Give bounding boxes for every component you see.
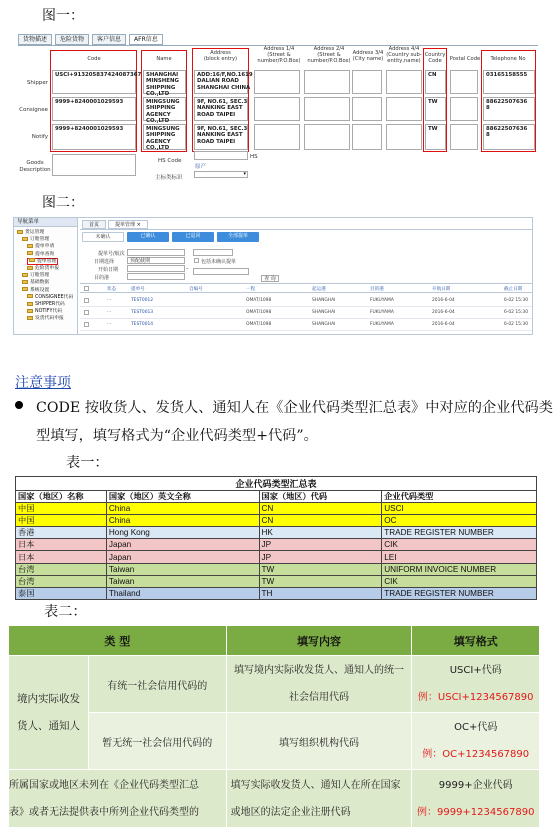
- consignee-phone-field[interactable]: 88622507636 8: [483, 97, 535, 121]
- cell-type: 所属国家或地区未列在《企业代码类型汇总 表》或者无法提供表中所列企业代码类型的: [9, 770, 227, 828]
- cell-country-code: TW: [259, 563, 382, 575]
- origin-label: 原产: [195, 164, 207, 170]
- folder-icon: [22, 237, 28, 241]
- notify-country-field[interactable]: TW: [425, 124, 446, 150]
- cell-first-leg: OMAT/1098: [246, 322, 272, 327]
- cell-pod: FUKUYAMA: [370, 310, 394, 315]
- label-pod: 目的港: [94, 275, 110, 281]
- folder-icon: [22, 287, 28, 291]
- shipper-address3-field[interactable]: [352, 70, 382, 94]
- cell-country-code: JP: [259, 539, 382, 551]
- cell-format: [412, 656, 540, 713]
- start-date-input[interactable]: [127, 265, 185, 272]
- consignee-country-field[interactable]: TW: [425, 97, 446, 121]
- cell-country-code: TH: [259, 587, 382, 599]
- consignee-address1-field[interactable]: [254, 97, 300, 121]
- th-pod[interactable]: 目的港: [370, 287, 384, 292]
- cell-country: 台湾: [16, 575, 107, 587]
- cell-english-name: Taiwan: [106, 563, 259, 575]
- shipper-address4-field[interactable]: [386, 70, 422, 94]
- tree-item[interactable]: 提单查询: [17, 251, 77, 258]
- hs-suffix: HS: [250, 154, 258, 160]
- cell-status: ...: [107, 297, 112, 302]
- mark-label: 主标类标识: [155, 175, 183, 181]
- cell-english-name: Hong Kong: [106, 527, 259, 539]
- cell-country-code: CN: [259, 503, 382, 515]
- tree-item[interactable]: 提单申请: [17, 243, 77, 250]
- folder-icon: [27, 316, 33, 320]
- figure2-label: 图二：: [42, 195, 84, 211]
- cell-content: 填写实际收发货人、通知人在所在国家 或地区的法定企业注册代码: [226, 770, 412, 828]
- figure2-tabbar: [82, 220, 148, 229]
- cell-country-code: CN: [259, 515, 382, 527]
- figure2-screenshot: [13, 217, 533, 335]
- table-row: [9, 770, 540, 828]
- figure1-label: 图一：: [42, 8, 84, 24]
- cell-format: [412, 713, 540, 770]
- format-value: USCI+代码: [449, 665, 502, 676]
- folder-icon: [27, 294, 33, 298]
- tree-item[interactable]: CONSIGNEE代码: [17, 294, 77, 301]
- table-row: [16, 515, 537, 527]
- cell-pol: SHANGHAI: [312, 298, 336, 303]
- booking-input[interactable]: [127, 249, 185, 256]
- th-status[interactable]: 状态: [107, 287, 117, 292]
- note-line-2: 型填写，填写格式为“企业代码类型+代码”。: [36, 428, 318, 444]
- col-country: Country Code: [424, 52, 446, 64]
- select-all-checkbox[interactable]: [84, 286, 89, 291]
- cell-cutoff: 6-02 15:30: [504, 322, 529, 327]
- subtab-returned[interactable]: 已退回: [172, 232, 214, 242]
- notify-postal-field[interactable]: [450, 124, 478, 150]
- table-row: [9, 656, 540, 713]
- table1-header: 国家（地区）英文全称: [106, 491, 259, 503]
- table-row: [16, 587, 537, 599]
- tree-item[interactable]: 订舱管理: [17, 236, 77, 243]
- folder-icon: [27, 244, 33, 248]
- notify-address3-field[interactable]: [352, 124, 382, 150]
- shipper-name-field[interactable]: SHANGHAI MINSHENG SHIPPING CO.,LTD: [143, 70, 186, 94]
- cell-country: 香港: [16, 527, 107, 539]
- tab-divider: [80, 229, 532, 230]
- cell-code-type: LEI: [382, 551, 537, 563]
- tree-item-selected[interactable]: 提单管理: [17, 258, 77, 265]
- th-cutoff[interactable]: 截止日期: [504, 287, 523, 292]
- table1-header-row: [16, 491, 537, 503]
- cell-english-name: Japan: [106, 551, 259, 563]
- folder-icon: [22, 280, 28, 284]
- cell-content: 填写组织机构代码: [226, 713, 412, 770]
- date-type-select[interactable]: 预配截期: [127, 257, 185, 264]
- cell-sail-date: 2016-6-04: [432, 310, 455, 315]
- label-start-date: 开始日期: [98, 267, 119, 273]
- results-body: [80, 295, 532, 331]
- mark-select[interactable]: [194, 171, 248, 178]
- folder-icon: [27, 251, 33, 255]
- consignee-address3-field[interactable]: [352, 97, 382, 121]
- voyage-select[interactable]: [193, 249, 233, 256]
- format-value: 9999+企业代码: [438, 779, 513, 791]
- cell-type: 有统一社会信用代码的: [88, 656, 226, 713]
- shipper-country-field[interactable]: CN: [425, 70, 446, 94]
- notify-address2-field[interactable]: [304, 124, 350, 150]
- cell-content: 填写境内实际收发货人、通知人的统一 社会信用代码: [226, 656, 412, 713]
- format-value: OC+代码: [454, 722, 498, 733]
- format-example: 例：OC+1234567890: [422, 749, 530, 760]
- table-row: [16, 503, 537, 515]
- cell-first-leg: OMAT/1098: [246, 310, 272, 315]
- cell-country: 中国: [16, 515, 107, 527]
- table-row: [16, 539, 537, 551]
- col-address-1: Address 1/4 (Street & number/P.O.Box): [257, 46, 301, 64]
- cell-pod: FUKUYAMA: [370, 298, 394, 303]
- hs-code-field[interactable]: [194, 151, 248, 160]
- col-name: Name: [156, 56, 172, 62]
- col-phone: Telephone No: [490, 56, 526, 62]
- tab-customer[interactable]: 客户信息: [92, 34, 126, 45]
- consignee-code-field[interactable]: 9999+8240001029593: [52, 97, 136, 121]
- table2-label: 表二：: [44, 604, 87, 620]
- bullet-icon: [15, 401, 23, 409]
- cell-format: [412, 770, 540, 828]
- label-booking: 提单号/航次: [98, 251, 125, 257]
- shipper-address1-field[interactable]: [254, 70, 300, 94]
- cell-code-type: OC: [382, 515, 537, 527]
- cell-code-type: USCI: [382, 503, 537, 515]
- cell-country: 中国: [16, 503, 107, 515]
- table1-header: 国家（地区）代码: [259, 491, 382, 503]
- cell-english-name: China: [106, 515, 259, 527]
- cell-english-name: Thailand: [106, 587, 259, 599]
- folder-icon: [22, 273, 28, 277]
- tab-goods[interactable]: 货物描述: [18, 34, 52, 45]
- code-type-summary-table: [15, 476, 537, 600]
- fill-format-table: [8, 625, 540, 828]
- table-row[interactable]: [80, 295, 532, 307]
- goods-description-label: Goods Description: [19, 160, 51, 173]
- folder-icon: [27, 309, 33, 313]
- col-address-2: Address 2/4 (Street & number/P.O.Box): [307, 46, 351, 64]
- row-checkbox[interactable]: [84, 310, 89, 315]
- col-code: Code: [87, 56, 101, 62]
- cell-pod: FUKUYAMA: [370, 322, 394, 327]
- col-postal: Postal Code: [449, 56, 481, 62]
- tree-item[interactable]: 发货代码申报: [17, 315, 77, 322]
- cell-code-type: CIK: [382, 539, 537, 551]
- notify-name-field[interactable]: MINGSUNG SHIPPING AGENCY CO.,LTD: [143, 124, 186, 150]
- cell-bill-no[interactable]: TEST0012: [131, 298, 154, 303]
- consignee-postal-field[interactable]: [450, 97, 478, 121]
- cell-sail-date: 2016-6-04: [432, 298, 455, 303]
- shipper-address2-field[interactable]: [304, 70, 350, 94]
- subtab-all[interactable]: 全部提单: [217, 232, 259, 242]
- cell-country: 日本: [16, 539, 107, 551]
- goods-description-field[interactable]: [52, 154, 136, 176]
- table-row[interactable]: [80, 319, 532, 331]
- date-dash: –: [186, 266, 189, 272]
- tree-item[interactable]: 系统设置: [17, 287, 77, 294]
- cell-country-code: JP: [259, 551, 382, 563]
- table1-header: 国家（地区）名称: [16, 491, 107, 503]
- notes-title: 注意事项: [15, 375, 71, 391]
- nav-sidebar: [14, 218, 78, 334]
- nav-title: 导航菜单: [14, 218, 77, 227]
- table2-header-row: [9, 626, 540, 656]
- cell-code-type: UNIFORM INVOICE NUMBER: [382, 563, 537, 575]
- col-address-4: Address 4/4 (Country sub- entity,name): [386, 46, 422, 64]
- row-label-consignee: Consignee: [19, 107, 48, 113]
- pod-select[interactable]: [127, 273, 185, 280]
- cell-first-leg: OMAT/1098: [246, 298, 272, 303]
- cell-english-name: Taiwan: [106, 575, 259, 587]
- notify-address4-field[interactable]: [386, 124, 422, 150]
- table-row: [9, 713, 540, 770]
- tree-item[interactable]: SHIPPER代码: [17, 301, 77, 308]
- table2-header: 填写格式: [412, 626, 540, 656]
- results-header: [80, 283, 532, 293]
- col-address: Address (block entry): [203, 50, 238, 62]
- subtab-unconfirmed[interactable]: 未确认: [82, 232, 124, 242]
- nav-tree: [14, 227, 77, 323]
- consignee-name-field[interactable]: MINGSUNG SHIPPING AGENCY CO.,LTD: [143, 97, 186, 121]
- consignee-address4-field[interactable]: [386, 97, 422, 121]
- tab-dangerous[interactable]: 危险货物: [55, 34, 89, 45]
- th-sail-date[interactable]: 开航日期: [432, 287, 451, 292]
- consignee-address-field[interactable]: 9F, NO.61, SEC.3 NANKING EAST ROAD TAIPEI: [194, 97, 248, 121]
- table1-header: 企业代码类型: [382, 491, 537, 503]
- folder-icon: [17, 230, 23, 234]
- shipper-postal-field[interactable]: [450, 70, 478, 94]
- cell-code-type: TRADE REGISTER NUMBER: [382, 527, 537, 539]
- row-label-shipper: Shipper: [26, 80, 48, 86]
- th-first-leg[interactable]: 一程: [246, 287, 256, 292]
- notify-phone-field[interactable]: 88622507636 8: [483, 124, 535, 150]
- table-row: [16, 575, 537, 587]
- cell-status: ...: [107, 321, 112, 326]
- th-bill-no[interactable]: 提单号: [131, 287, 145, 292]
- cell-bill-no[interactable]: TEST0014: [131, 322, 154, 327]
- cell-country: 台湾: [16, 563, 107, 575]
- status-subtabs: [82, 232, 259, 242]
- col-address-3: Address 3/4 (City name): [352, 50, 384, 62]
- shipper-phone-field[interactable]: 03165158555: [483, 70, 535, 94]
- cell-country-code: TW: [259, 575, 382, 587]
- cell-english-name: Japan: [106, 539, 259, 551]
- cell-bill-no[interactable]: TEST0013: [131, 310, 154, 315]
- notify-code-field[interactable]: 9999+8240001029593: [52, 124, 136, 150]
- cell-english-name: China: [106, 503, 259, 515]
- table2-header: 填写内容: [226, 626, 412, 656]
- note-line-1: CODE 按收货人、发货人、通知人在《企业代码类型汇总表》中对应的企业代码类: [36, 400, 553, 416]
- row-checkbox[interactable]: [84, 298, 89, 303]
- notify-address1-field[interactable]: [254, 124, 300, 150]
- th-pol[interactable]: 起运港: [312, 287, 326, 292]
- table1-label: 表一：: [66, 455, 109, 471]
- tree-item[interactable]: 基础数据: [17, 279, 77, 286]
- cell-country-code: HK: [259, 527, 382, 539]
- tree-item[interactable]: 货运管理: [17, 229, 77, 236]
- table1-title: 企业代码类型汇总表: [16, 477, 537, 491]
- group-domestic: 境内实际收发 货人、通知人: [9, 656, 89, 770]
- table-row[interactable]: [80, 307, 532, 319]
- format-example: 例：USCI+1234567890: [417, 692, 534, 703]
- folder-icon: [29, 258, 35, 262]
- label-date-type: 日期选择: [94, 259, 115, 265]
- notify-address-field[interactable]: 9F, NO.61, SEC.3 NANKING EAST ROAD TAIPEI: [194, 124, 248, 150]
- figure1-tabbar: [18, 34, 163, 45]
- hs-code-label: HS Code: [158, 158, 182, 164]
- cell-cutoff: 6-02 15:30: [504, 298, 529, 303]
- cell-pol: SHANGHAI: [312, 322, 336, 327]
- table2-header: 类 型: [9, 626, 227, 656]
- label-include: 包括未确认提单: [201, 259, 237, 265]
- shipper-address-field[interactable]: ADD:16/F,NO.1619 DALIAN ROAD SHANGHAI CHINA: [194, 70, 248, 94]
- cell-pol: SHANGHAI: [312, 310, 336, 315]
- cell-sail-date: 2016-6-04: [432, 322, 455, 327]
- consignee-address2-field[interactable]: [304, 97, 350, 121]
- cell-country: 日本: [16, 551, 107, 563]
- subtab-confirmed[interactable]: 已确认: [127, 232, 169, 242]
- tab-home[interactable]: 首页: [82, 220, 106, 229]
- tree-item[interactable]: 订舱管理: [17, 272, 77, 279]
- cell-cutoff: 6-02 15:30: [504, 310, 529, 315]
- folder-icon: [27, 302, 33, 306]
- cell-type: 暂无统一社会信用代码的: [88, 713, 226, 770]
- tab-afr[interactable]: AFR信息: [129, 34, 163, 45]
- cell-code-type: TRADE REGISTER NUMBER: [382, 587, 537, 599]
- tree-item[interactable]: 危险货申报: [17, 265, 77, 272]
- cell-status: ...: [107, 309, 112, 314]
- cell-code-type: CIK: [382, 575, 537, 587]
- query-button[interactable]: 查 询: [261, 275, 279, 282]
- th-self-no[interactable]: 自编号: [189, 287, 203, 292]
- table-row: [16, 527, 537, 539]
- table-row: [16, 551, 537, 563]
- folder-icon: [27, 266, 33, 270]
- cell-country: 泰国: [16, 587, 107, 599]
- tree-item[interactable]: NOTIFY代码: [17, 308, 77, 315]
- table-row: [16, 563, 537, 575]
- end-date-input[interactable]: [193, 268, 249, 275]
- tab-bill-management[interactable]: 提单管理 ×: [108, 220, 148, 229]
- row-label-notify: Notify: [31, 134, 48, 140]
- shipper-code-field[interactable]: USCI+913205837424087367: [52, 70, 136, 94]
- chevron-down-icon: ▾: [243, 171, 246, 177]
- row-checkbox[interactable]: [84, 322, 89, 327]
- format-example: 例：9999+1234567890: [416, 806, 535, 818]
- include-checkbox[interactable]: [194, 258, 199, 263]
